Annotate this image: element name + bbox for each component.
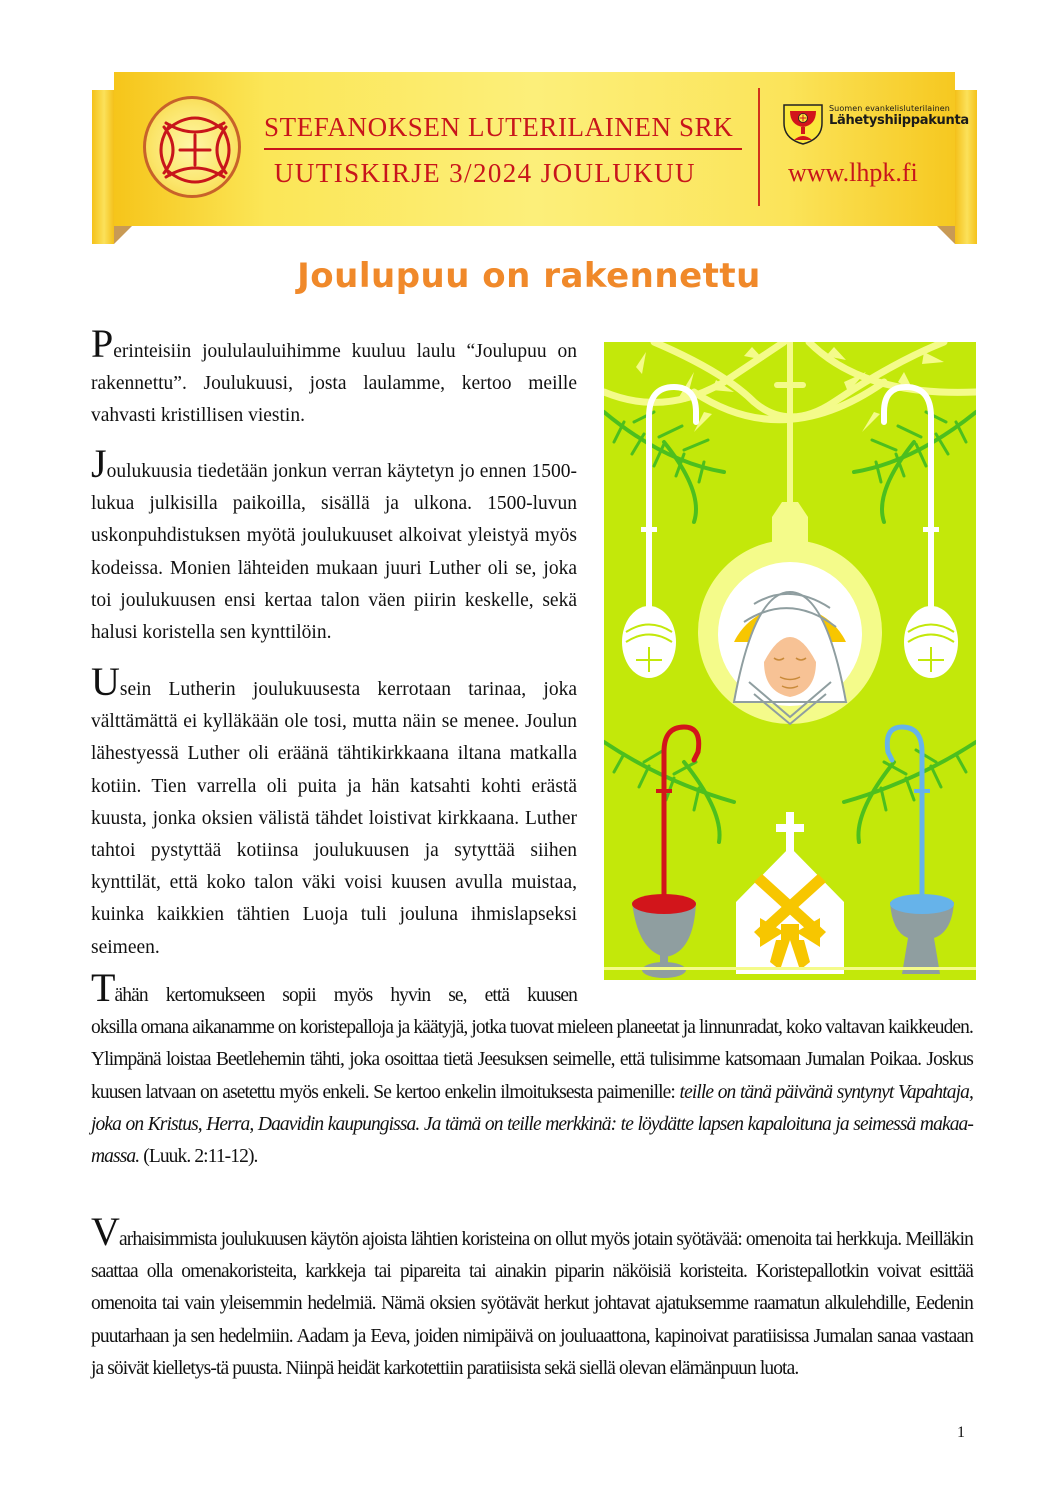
paragraph-2 (91, 441, 577, 649)
fish-cross-emblem-icon (146, 99, 244, 201)
paragraph-text: oksilla omana aikanamme on koristepalloja ja käätyjä, jotka tuovat mieleen planeetat ja linnunradat, koko valtavan kaikkeuden. Ylimpänä loistaa Beetlehemin tähti, joka osoittaa tietä Jeesuksen seimelle, että tulisimme katsomaan Jumalan Poikaa. Joskus kuusen latvaan on asetettu myös enkeli. Se kertoo enkelin ilmoituksesta paimenille: (91, 1017, 973, 1103)
partner-line2: Lähetyshiippakunta (829, 113, 969, 128)
paragraph-text: arhaisimmista joulukuusen käytön ajoista lähtien koristeina on ollut myös jotain syötävää: omenoita tai herkkuja. Meilläkin saattaa olla omenakoristeita, karkkeja tai pipareita tai ainakin piparin näköisiä koristeita. Koristepallotkin voivat esittää omenoita tai vain yleisemmin hedelmiä. Nämä oksien syötävät herkut johtavat ajatuksemme raamatun alkulehdille, Eedenin puutarhaan ja sen hedelmiin. Aadam ja Eeva, joiden nimipäivä on jouluaattona, kapinoivat paratiisissa Jumalan sanaa vastaan ja söivät kielletys-tä puusta. Niinpä heidät karkotettiin paratiisista sekä siellä olevan elämänpuun luota. (91, 1229, 973, 1379)
organization-name: STEFANOKSEN LUTERILAINEN SRK (264, 112, 734, 142)
header-vertical-divider (758, 88, 760, 206)
banner-fold-left-tip (114, 226, 132, 244)
paragraph-text: erinteisiin joululauluihimme kuuluu laulu “Joulupuu on rakennettu”. Joulukuusi, josta laulamme, kertoo meille vahvasti kristillisen viestin. (91, 341, 577, 427)
paragraph-5 (91, 1209, 973, 1385)
drop-cap: U (91, 659, 120, 704)
congregation-seal-logo (143, 96, 241, 198)
christmas-illustration (604, 342, 976, 980)
banner-fold-left (92, 90, 114, 244)
paragraph-4 (91, 965, 973, 1173)
paragraph-text: ähän kertomukseen sopii myös hyvin se, että kuusen (114, 985, 577, 1006)
drop-cap: J (91, 441, 107, 486)
paragraph-1 (91, 321, 577, 433)
page-number: 1 (957, 1424, 965, 1441)
header-divider (264, 148, 742, 150)
paragraph-text: sein Lutherin joulukuusesta kerrotaan tarinaa, joka välttämättä ei kylläkään ole tosi, mutta näin se menee. Joulun lähestyessä Luther oli eräänä tähtikirkkaana iltana matkalla kotiin. Tien varrella oli puita ja hän katsahti kohti erästä kuusta, jonka oksien välistä tähdet loistivat kirkkaana. Luther tahtoi pystyttää kotiinsa joulukuusen ja sytyttää siihen kynttilät, että koko talon väki voisi kuusen avulla muistaa, kuinka kaikkien tähtien Luoja tuli jouluna ihmislapseksi seimeen. (91, 679, 577, 958)
drop-cap: T (91, 965, 115, 1010)
paragraph-text: oulukuusia tiedetään jonkun verran käytetyn jo ennen 1500-lukua julkisilla paikoilla, sisällä ja ulkona. 1500-luvun uskonpuhdistuksen myötä joulukuuset alkoivat yleistyä myös kodeissa. Monien lähteiden mukaan juuri Luther oli se, joka toi joulukuusen ensi kertaa talon väen piirin keskelle, sekä halusi koristella sen kynttilöin. (91, 461, 577, 644)
partner-website-link[interactable]: www.lhpk.fi (788, 158, 918, 187)
paragraph-first-line (91, 965, 577, 1012)
banner-fold-right-tip (937, 226, 955, 244)
drop-cap: P (91, 321, 114, 366)
partner-line1: Suomen evankelisluterilainen (829, 104, 950, 113)
bible-quote: teille on tänä päivänä syntynyt Vapahtaja, joka on Kristus, Herra, Daavidin kaupungissa. Ja tämä on teille merkkinä: te löydätte lapsen kapaloituna ja seimessä makaa-massa. (91, 1081, 973, 1168)
chalice-shield-icon (782, 103, 824, 145)
newsletter-issue: UUTISKIRJE 3/2024 JOULUKUU (274, 158, 696, 188)
article-title: Joulupuu on rakennettu (297, 256, 761, 296)
paragraph-3 (91, 659, 577, 964)
drop-cap: V (91, 1209, 119, 1254)
bible-reference: (Luuk. 2:11-12). (139, 1146, 258, 1168)
